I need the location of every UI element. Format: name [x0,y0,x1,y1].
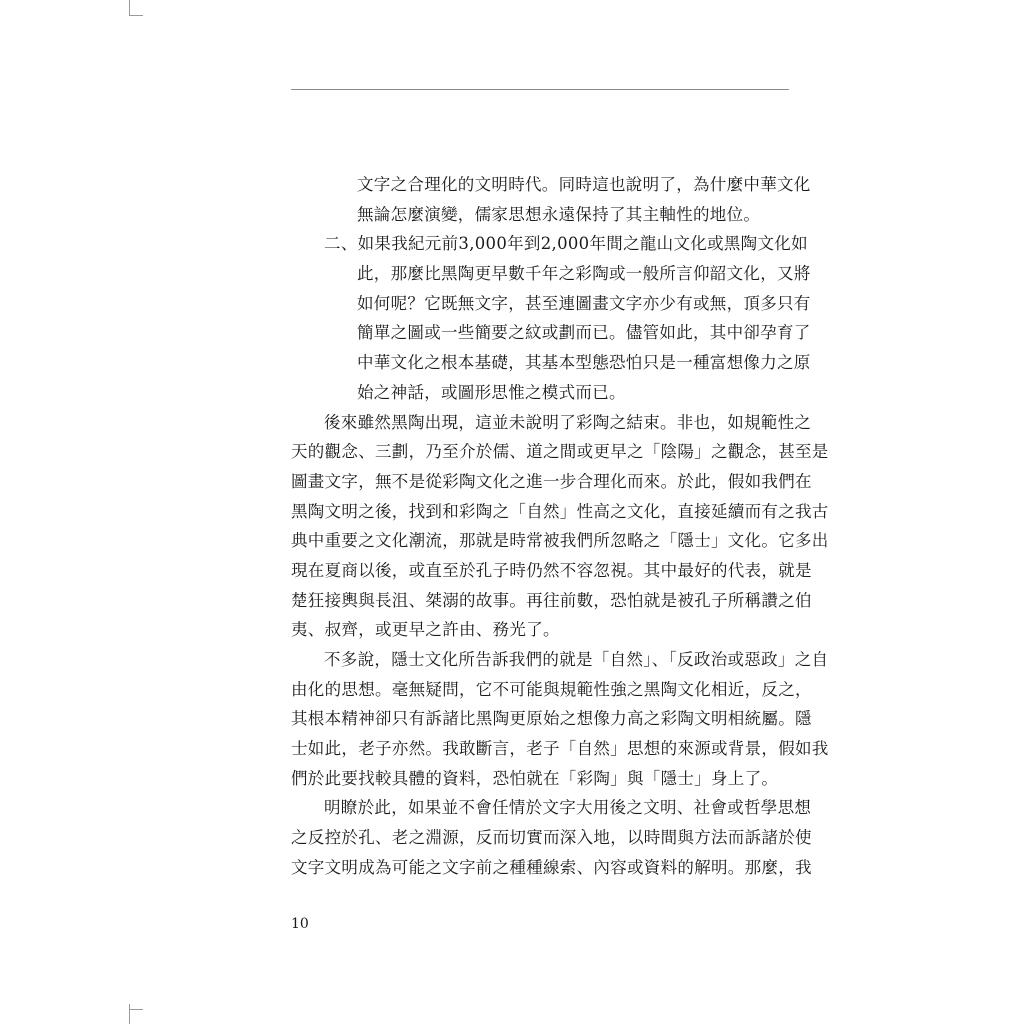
paragraph-line: 們於此要找較具體的資料，恐怕就在「彩陶」與「隱士」身上了。 [291,768,779,788]
item-two-line: 始之神話，或圖形思惟之模式而已。 [357,382,626,402]
paragraph-line: 其根本精神卻只有訴諸比黑陶更原始之想像力高之彩陶文明相統屬。隱 [291,709,812,729]
paragraph-first-line: 明瞭於此，如果並不會任情於文字大用後之文明、社會或哲學思想 [324,798,812,818]
item-one-continuation-line: 文字之合理化的文明時代。同時這也說明了，為什麼中華文化 [357,175,811,194]
crop-mark-top-left-vertical [129,0,130,16]
crop-mark-top-left-horizontal [129,15,143,16]
item-two-first-line: 二、如果我紀元前3,000年到2,000年間之龍山文化或黑陶文化如 [324,234,808,254]
paragraph-line: 之反控於孔、老之淵源，反而切實而深入地，以時間與方法而訴諸於使 [291,828,812,848]
paragraph-first-line: 後來雖然黑陶出現，這並未說明了彩陶之結束。非也，如規範性之 [324,412,812,432]
crop-mark-bottom-left-horizontal [129,1009,143,1010]
item-two-line: 簡單之圖或一些簡要之紋或劃而已。儘管如此，其中卻孕育了 [357,323,811,343]
item-one-continuation-line: 無論怎麼演變，儒家思想永遠保持了其主軸性的地位。 [357,204,761,224]
paragraph-line: 天的觀念、三劃，乃至介於儒、道之間或更早之「陰陽」之觀念，甚至是 [291,442,829,462]
paragraph-line: 由化的思想。毫無疑問，它不可能與規範性強之黑陶文化相近，反之， [291,679,812,699]
paragraph-first-line: 不多說，隱士文化所告訴我們的就是「自然」、「反政治或惡政」之自 [324,650,829,669]
crop-mark-bottom-left-vertical [129,1004,130,1024]
paragraph-line: 圖畫文字，無不是從彩陶文化之進一步合理化而來。於此，假如我們在 [291,471,812,491]
header-rule [291,89,789,90]
paragraph-line: 文字文明成為可能之文字前之種種線索、內容或資料的解明。那麼，我 [291,857,812,877]
body-text [291,170,829,883]
page-number: 10 [291,916,309,932]
paragraph-line: 黑陶文明之後，找到和彩陶之「自然」性高之文化，直接延續而有之我古 [291,501,829,521]
item-two-line: 中華文化之根本基礎，其基本型態恐怕只是一種富想像力之原 [357,353,811,373]
paragraph-line: 現在夏商以後，或直至於孔子時仍然不容忽視。其中最好的代表，就是 [291,560,812,580]
item-two-line: 此，那麼比黑陶更早數千年之彩陶或一般所言仰韶文化，又將 [357,264,811,284]
paragraph-line: 夷、叔齊，或更早之許由、務光了。 [291,620,560,640]
paragraph-line: 楚狂接輿與長沮、桀溺的故事。再往前數，恐怕就是被孔子所稱讚之伯 [291,590,812,610]
paragraph-line: 士如此，老子亦然。我敢斷言，老子「自然」思想的來源或背景，假如我 [291,739,829,759]
item-two-line: 如何呢？它既無文字，甚至連圖畫文字亦少有或無，頂多只有 [357,293,811,313]
paragraph-line: 典中重要之文化潮流，那就是時常被我們所忽略之「隱士」文化。它多出 [291,531,829,551]
